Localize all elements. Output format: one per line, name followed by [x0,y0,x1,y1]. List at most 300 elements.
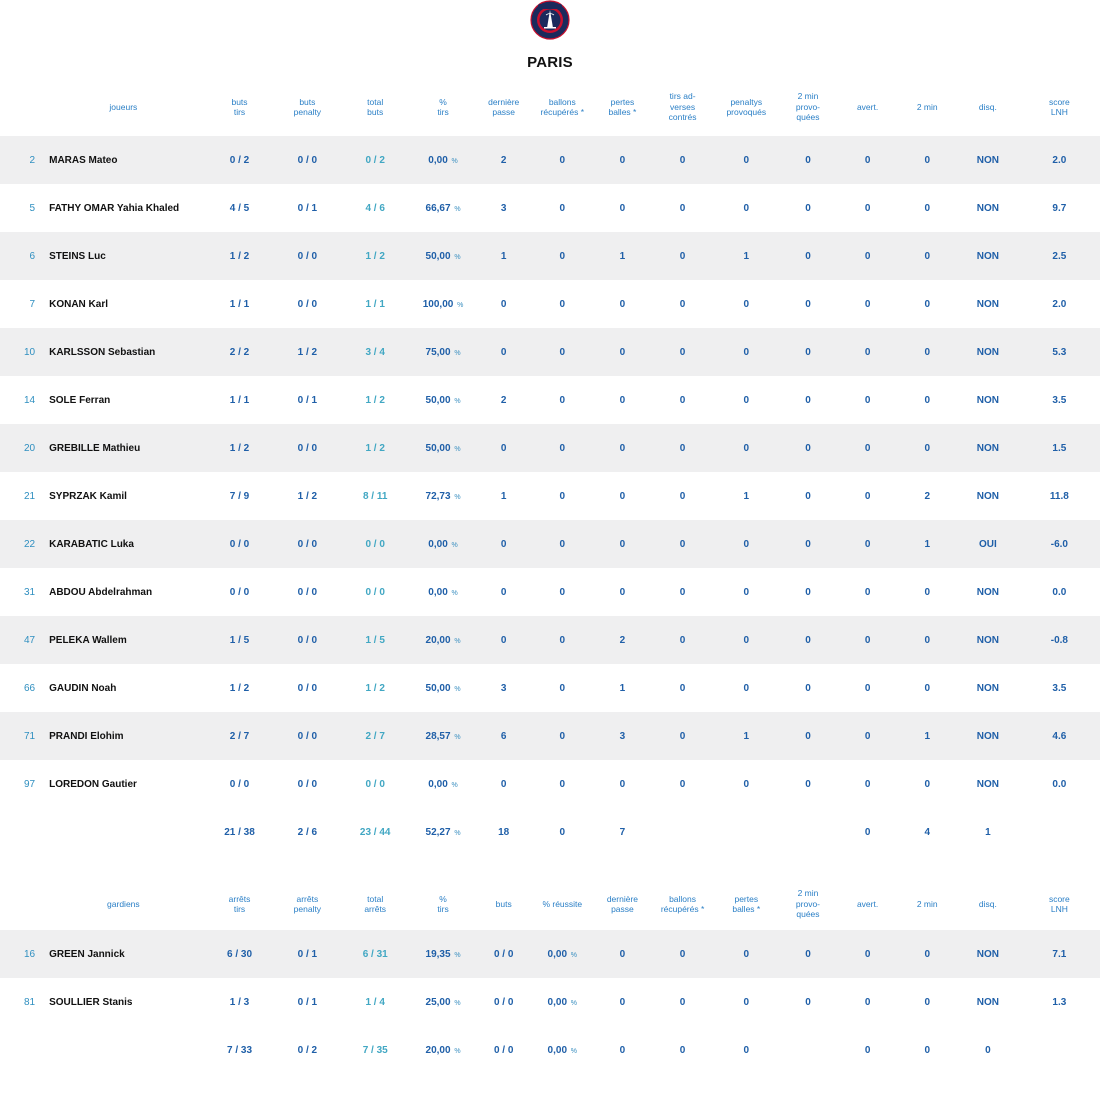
percent-unit: % [454,1047,461,1055]
players-cell-warnings: 0 [838,424,898,472]
players-cell-disq: NON [976,586,999,598]
players-cell-goals-penalty: 0 / 0 [297,298,318,310]
players-cell-name: KARABATIC Luka [41,520,205,568]
players-cell-two-min-drawn [778,808,838,856]
players-cell-pct-shots [409,808,477,856]
players-cell-goals-shots: 2 / 7 [206,712,274,760]
players-cell-balls-lost: 0 [619,778,626,790]
players-cell-num [0,808,41,856]
players-cell-penalties-drawn: 0 [743,298,750,310]
players-cell-last-pass: 18 [498,826,510,838]
players-cell-num: 66 [23,682,36,694]
players-cell-disq: NON [976,682,999,694]
players-cell-num: 14 [23,394,36,406]
players-cell-score: -0.8 [1019,616,1100,664]
players-cell-total-goals: 0 / 2 [341,136,409,184]
players-cell-total-goals: 1 / 2 [365,394,385,406]
players-cell-score: 0.0 [1052,586,1067,598]
goalkeepers-header-num [0,878,41,930]
players-cell-balls-recovered: 0 [530,136,594,184]
players-cell-two-min-drawn: 0 [805,298,811,310]
players-cell-two-min-drawn: 0 [778,712,838,760]
players-table-row [0,712,1100,760]
players-header-name: joueurs [109,101,138,112]
players-cell-goals-shots: 7 / 9 [229,490,250,502]
players-cell-disq: NON [957,328,1019,376]
players-cell-balls-lost: 0 [619,490,626,502]
players-cell-balls-recovered: 0 [559,202,566,214]
players-table-row [0,472,1100,520]
players-cell-last-pass: 1 [477,232,530,280]
players-cell-name: LOREDON Gautier [49,778,137,790]
players-cell-pct-shots [409,568,477,616]
players-cell-disq: 1 [985,826,991,838]
players-cell-shots-blocked: 0 [651,616,715,664]
goalkeepers-cell-score: 7.1 [1019,930,1100,978]
players-table-row [0,328,1100,376]
players-cell-total-goals: 1 / 2 [341,424,409,472]
percent-unit: % [454,445,461,453]
goalkeepers-cell-name [41,1026,205,1074]
players-cell-name: KARLSSON Sebastian [41,328,205,376]
players-cell-balls-recovered: 0 [530,520,594,568]
players-cell-pct-shots [409,616,477,664]
players-cell-disq: NON [957,232,1019,280]
players-cell-two-min: 0 [897,136,957,184]
players-cell-disq: OUI [957,520,1019,568]
percent-value: 20,00 [425,1044,451,1056]
players-cell-score: 11.8 [1049,490,1069,502]
players-cell-pct-shots [409,328,477,376]
players-cell-penalties-drawn: 0 [714,424,778,472]
players-cell-goals-penalty: 0 / 0 [273,424,341,472]
goalkeepers-header-last_pass: dernière passe [606,893,639,914]
goalkeepers-cell-saves-penalty: 0 / 1 [273,930,341,978]
players-header-goals_penalty: buts penalty [293,96,322,117]
players-table-row [0,184,1100,232]
goalkeepers-cell-saves-shots: 6 / 30 [206,930,274,978]
players-cell-goals-penalty: 1 / 2 [273,328,341,376]
players-cell-pct-shots [409,232,477,280]
players-cell-goals-shots: 1 / 5 [206,616,274,664]
players-cell-name: GREBILLE Mathieu [41,424,205,472]
players-cell-penalties-drawn: 1 [714,712,778,760]
players-stats-table [0,78,1100,856]
players-cell-goals-shots: 0 / 0 [229,778,250,790]
players-cell-total-goals: 8 / 11 [362,490,388,502]
goalkeepers-cell-pct-success [530,978,594,1026]
players-cell-two-min: 0 [924,586,930,598]
goalkeepers-cell-two-min: 0 [924,1044,930,1056]
players-cell-goals-shots: 1 / 2 [206,424,274,472]
goalkeepers-header-score: score LNH [1048,893,1070,914]
players-table-row [0,232,1100,280]
players-cell-two-min: 0 [924,202,930,214]
players-cell-goals-shots: 1 / 2 [206,232,274,280]
percent-unit: % [454,397,461,405]
players-table-row [0,136,1100,184]
players-cell-score: 2.0 [1019,136,1100,184]
players-totals-row [0,808,1100,856]
players-cell-goals-penalty: 0 / 0 [297,778,318,790]
percent-value: 25,00 [425,996,451,1008]
players-cell-balls-recovered: 0 [530,712,594,760]
players-cell-warnings: 0 [838,136,898,184]
players-cell-balls-recovered: 0 [530,616,594,664]
goalkeepers-cell-pct-shots [409,930,477,978]
players-cell-score [1019,808,1100,856]
players-cell-last-pass: 2 [477,136,530,184]
players-cell-warnings: 0 [864,586,871,598]
players-cell-num: 47 [0,616,41,664]
goalkeepers-table-row [0,930,1100,978]
players-cell-goals-shots: 0 / 0 [206,520,274,568]
players-cell-goals-penalty: 0 / 1 [297,394,318,406]
players-cell-two-min: 1 [897,712,957,760]
players-cell-balls-lost: 0 [594,520,651,568]
goalkeepers-header-saves_shots: arrêts tirs [228,893,251,914]
players-cell-goals-penalty: 0 / 0 [297,682,318,694]
players-cell-two-min: 0 [897,616,957,664]
players-cell-shots-blocked: 0 [651,424,715,472]
players-header-shots_blocked: tirs ad- verses contrés [668,91,697,123]
players-cell-name: ABDOU Abdelrahman [49,586,153,598]
players-cell-balls-lost: 0 [594,424,651,472]
players-cell-last-pass: 3 [500,202,507,214]
players-cell-shots-blocked: 0 [679,586,686,598]
players-cell-penalties-drawn: 0 [714,520,778,568]
players-header-score: score LNH [1048,96,1070,117]
players-cell-two-min: 0 [924,298,930,310]
players-cell-two-min-drawn: 0 [778,136,838,184]
goalkeepers-cell-pct-shots [409,1026,477,1074]
players-cell-last-pass: 0 [500,778,507,790]
players-cell-disq: NON [976,202,999,214]
players-cell-disq: NON [957,712,1019,760]
players-cell-two-min-drawn: 0 [805,778,811,790]
players-table-row [0,616,1100,664]
percent-value: 0,00 [547,1044,568,1056]
percent-value: 28,57 [425,730,451,742]
players-cell-name: KONAN Karl [49,298,109,310]
players-cell-last-pass: 0 [477,616,530,664]
players-cell-balls-lost: 0 [619,298,626,310]
goalkeepers-table-row [0,978,1100,1026]
players-cell-warnings: 0 [864,394,871,406]
goalkeepers-header-saves_penalty: arrêts penalty [293,893,322,914]
percent-value: 100,00 [422,298,454,310]
players-cell-score: 2.0 [1052,298,1067,310]
players-cell-two-min-drawn: 0 [778,232,838,280]
percent-unit: % [451,157,458,165]
team-header [0,0,1100,78]
percent-unit: % [570,951,578,959]
players-cell-shots-blocked: 0 [651,136,715,184]
players-cell-total-goals: 0 / 0 [341,520,409,568]
players-cell-pct-shots [409,280,477,328]
players-cell-balls-lost: 1 [619,682,626,694]
goalkeepers-cell-score: 1.3 [1052,996,1067,1008]
players-cell-two-min: 0 [924,682,930,694]
players-cell-pct-shots [409,472,477,520]
goalkeepers-cell-disq: 0 [985,1044,991,1056]
players-cell-total-goals: 23 / 44 [359,826,391,838]
players-cell-shots-blocked: 0 [679,490,686,502]
players-cell-goals-penalty: 1 / 2 [297,490,318,502]
players-cell-two-min-drawn: 0 [778,328,838,376]
players-cell-warnings: 0 [864,778,871,790]
players-cell-balls-recovered: 0 [530,328,594,376]
players-cell-penalties-drawn: 1 [743,490,750,502]
players-cell-total-goals: 4 / 6 [365,202,385,214]
players-cell-total-goals: 1 / 1 [365,298,385,310]
players-cell-name: SOLE Ferran [49,394,111,406]
players-cell-shots-blocked: 0 [679,298,686,310]
players-cell-last-pass: 0 [477,424,530,472]
players-cell-warnings: 0 [864,490,871,502]
players-cell-name: SYPRZAK Kamil [49,490,127,502]
players-header-row [0,78,1100,136]
goalkeepers-cell-two-min-drawn [778,1026,838,1074]
goalkeepers-cell-num [0,1026,41,1074]
players-cell-name: FATHY OMAR Yahia Khaled [49,202,180,214]
goalkeepers-cell-goals: 0 / 0 [477,930,530,978]
players-cell-disq: NON [976,490,999,502]
goalkeepers-cell-last-pass: 0 [619,996,626,1008]
players-cell-last-pass: 0 [500,586,507,598]
goalkeepers-cell-pct-shots [409,978,477,1026]
players-cell-two-min: 0 [924,778,930,790]
goalkeepers-header-warnings: avert. [856,898,879,909]
players-cell-disq: NON [976,394,999,406]
goalkeepers-cell-balls-recovered: 0 [679,996,686,1008]
percent-unit: % [454,685,461,693]
players-cell-two-min: 4 [924,826,930,838]
players-cell-pct-shots [409,712,477,760]
players-cell-warnings: 0 [838,616,898,664]
players-cell-warnings: 0 [838,520,898,568]
players-cell-score: 5.3 [1019,328,1100,376]
players-cell-goals-penalty: 0 / 0 [273,232,341,280]
goalkeepers-header-goals: buts [495,898,512,909]
players-table-row [0,280,1100,328]
players-cell-goals-penalty: 0 / 1 [297,202,318,214]
players-cell-balls-recovered: 0 [559,298,566,310]
players-cell-two-min: 1 [897,520,957,568]
players-cell-shots-blocked: 0 [679,778,686,790]
players-cell-balls-lost: 0 [619,202,626,214]
players-cell-balls-recovered: 0 [559,394,566,406]
goalkeepers-header-two_min: 2 min [916,898,938,909]
players-cell-two-min: 0 [897,424,957,472]
players-cell-warnings: 0 [838,328,898,376]
goalkeepers-cell-balls-recovered: 0 [651,930,715,978]
percent-value: 0,00 [428,586,448,598]
goalkeepers-cell-warnings: 0 [864,996,871,1008]
goalkeepers-cell-balls-lost: 0 [743,1044,750,1056]
players-cell-goals-shots: 1 / 2 [229,682,250,694]
players-cell-score: -6.0 [1019,520,1100,568]
players-cell-balls-lost: 0 [619,586,626,598]
players-cell-last-pass: 3 [500,682,507,694]
players-cell-total-goals: 0 / 0 [365,778,385,790]
percent-unit: % [451,541,458,549]
goalkeepers-stats-table [0,878,1100,1074]
goalkeepers-totals-row [0,1026,1100,1074]
percent-value: 0,00 [428,778,448,790]
players-cell-last-pass: 0 [477,520,530,568]
players-header-balls_lost: pertes balles * [608,96,637,117]
players-cell-balls-recovered: 0 [559,682,566,694]
players-header-two_min: 2 min [916,101,938,112]
players-cell-warnings: 0 [838,232,898,280]
players-cell-disq: NON [957,136,1019,184]
players-cell-num: 10 [0,328,41,376]
players-cell-last-pass: 6 [477,712,530,760]
percent-unit: % [454,733,461,741]
goalkeepers-header-pct_success: % réussite [542,898,583,909]
percent-unit: % [570,999,578,1007]
players-cell-balls-recovered: 0 [530,424,594,472]
players-cell-disq: NON [957,424,1019,472]
players-cell-warnings: 0 [838,712,898,760]
goalkeepers-header-balls_lost: pertes balles * [732,893,761,914]
goalkeepers-cell-balls-recovered: 0 [679,1044,686,1056]
players-cell-goals-shots: 1 / 1 [229,394,250,406]
players-cell-goals-penalty: 0 / 0 [273,616,341,664]
goalkeepers-cell-two-min-drawn: 0 [805,996,811,1008]
goalkeepers-cell-disq: NON [976,996,999,1008]
goalkeepers-cell-warnings: 0 [864,1044,871,1056]
players-cell-shots-blocked [651,808,715,856]
players-cell-num: 71 [0,712,41,760]
goalkeepers-cell-total-saves: 6 / 31 [341,930,409,978]
players-cell-pct-shots [409,664,477,712]
goalkeepers-header-balls_recovered: ballons récupérés * [660,893,705,914]
players-cell-penalties-drawn: 0 [743,586,750,598]
players-cell-score: 3.5 [1052,394,1067,406]
percent-unit: % [457,301,464,309]
percent-unit: % [454,493,461,501]
players-cell-warnings: 0 [864,298,871,310]
players-cell-num: 5 [29,202,36,214]
goalkeepers-cell-num: 81 [23,996,36,1008]
percent-unit: % [451,589,458,597]
players-cell-num: 7 [29,298,36,310]
players-table-row [0,760,1100,808]
goalkeepers-cell-total-saves: 7 / 35 [362,1044,388,1056]
players-cell-goals-shots: 1 / 1 [229,298,250,310]
players-cell-penalties-drawn: 0 [714,616,778,664]
players-cell-balls-lost: 2 [594,616,651,664]
players-cell-shots-blocked: 0 [651,328,715,376]
players-cell-num: 6 [0,232,41,280]
players-cell-balls-lost: 0 [619,394,626,406]
players-header-penalties_drawn: penaltys provoqués [726,96,767,117]
players-cell-total-goals: 2 / 7 [341,712,409,760]
percent-value: 50,00 [425,442,451,454]
players-header-balls_recovered: ballons récupérés * [540,96,585,117]
players-cell-num: 21 [23,490,36,502]
players-cell-penalties-drawn: 0 [743,682,750,694]
players-cell-total-goals: 0 / 0 [365,586,385,598]
players-cell-name: PELEKA Wallem [41,616,205,664]
percent-value: 66,67 [425,202,451,214]
players-table-row [0,664,1100,712]
players-cell-name: PRANDI Elohim [41,712,205,760]
percent-unit: % [454,829,461,837]
players-cell-score: 4.6 [1019,712,1100,760]
players-header-disq: disq. [978,101,997,112]
goalkeepers-cell-disq: NON [957,930,1019,978]
players-cell-last-pass: 0 [477,328,530,376]
psg-crest-icon [530,0,570,40]
players-cell-two-min: 2 [924,490,930,502]
percent-value: 19,35 [425,948,451,960]
players-cell-two-min-drawn: 0 [778,616,838,664]
percent-unit: % [454,999,461,1007]
players-cell-warnings: 0 [864,202,871,214]
players-cell-name: MARAS Mateo [41,136,205,184]
players-cell-last-pass: 1 [500,490,507,502]
players-cell-total-goals: 1 / 2 [365,682,385,694]
players-cell-two-min-drawn: 0 [778,424,838,472]
players-cell-total-goals: 3 / 4 [341,328,409,376]
goalkeepers-cell-pct-success [530,930,594,978]
goalkeepers-cell-balls-lost: 0 [743,996,750,1008]
players-cell-goals-shots: 4 / 5 [229,202,250,214]
players-table-row [0,424,1100,472]
percent-value: 50,00 [425,394,451,406]
players-cell-last-pass: 0 [500,298,507,310]
players-cell-score: 9.7 [1052,202,1067,214]
percent-value: 50,00 [425,250,451,262]
goalkeepers-cell-total-saves: 1 / 4 [365,996,385,1008]
players-cell-goals-penalty: 0 / 0 [273,136,341,184]
goalkeepers-cell-saves-penalty: 0 / 2 [297,1044,318,1056]
players-cell-num: 2 [0,136,41,184]
players-cell-goals-shots: 21 / 38 [224,826,255,838]
players-cell-penalties-drawn: 1 [714,232,778,280]
players-header-pct_shots: % tirs [437,96,449,117]
goalkeepers-cell-pct-success [530,1026,594,1074]
players-cell-num: 20 [0,424,41,472]
players-cell-num: 97 [23,778,36,790]
players-cell-disq: NON [976,778,999,790]
players-cell-two-min: 0 [897,232,957,280]
percent-value: 72,73 [425,490,451,502]
players-cell-goals-penalty: 0 / 0 [273,520,341,568]
players-cell-pct-shots [409,184,477,232]
players-cell-penalties-drawn: 0 [743,202,750,214]
players-cell-disq: NON [976,298,999,310]
players-cell-balls-lost: 0 [594,328,651,376]
players-cell-name: STEINS Luc [41,232,205,280]
players-cell-score: 2.5 [1019,232,1100,280]
players-cell-pct-shots [409,424,477,472]
goalkeepers-header-pct_shots: % tirs [437,893,449,914]
goalkeepers-cell-saves-shots: 7 / 33 [227,1044,253,1056]
players-cell-pct-shots [409,136,477,184]
players-cell-shots-blocked: 0 [651,520,715,568]
players-cell-goals-shots: 2 / 2 [206,328,274,376]
players-cell-shots-blocked: 0 [679,682,686,694]
players-cell-pct-shots [409,376,477,424]
goalkeepers-header-disq: disq. [978,898,997,909]
players-cell-two-min-drawn: 0 [805,586,811,598]
goalkeepers-cell-saves-shots: 1 / 3 [229,996,250,1008]
players-cell-num: 22 [0,520,41,568]
